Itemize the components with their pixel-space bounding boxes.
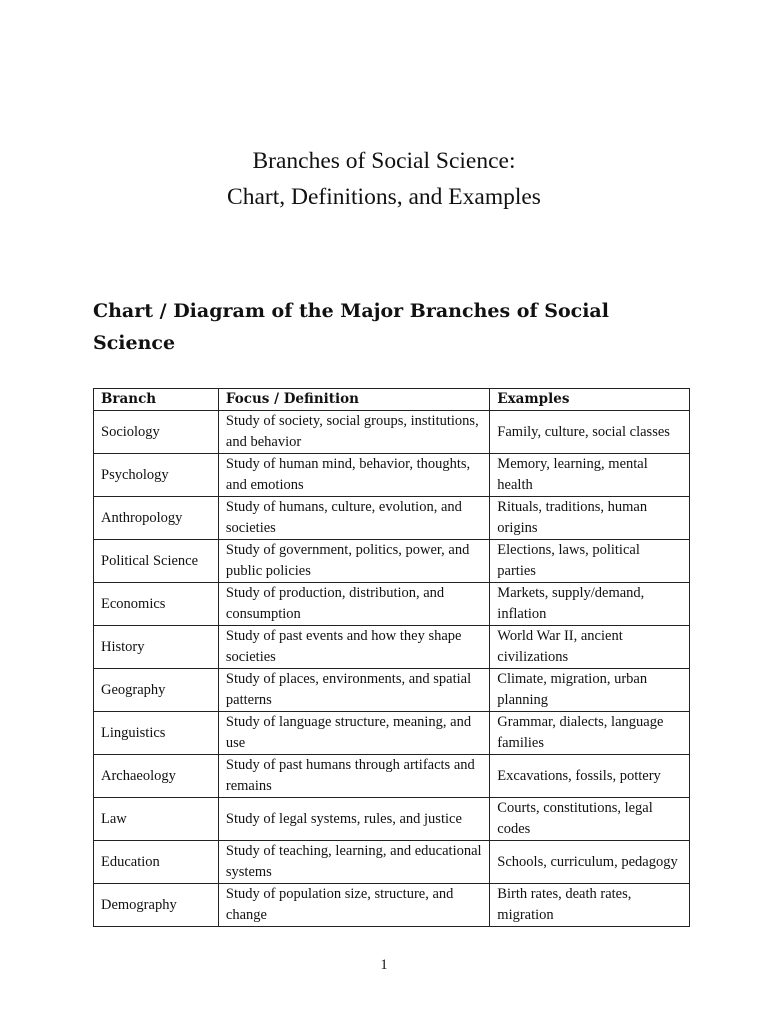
table-row [94, 454, 690, 497]
examples-cell: Schools, curriculum, pedagogy [490, 841, 690, 884]
focus-cell: Study of past humans through artifacts and remains [218, 755, 489, 798]
table-row [94, 497, 690, 540]
branch-cell: Demography [94, 884, 219, 927]
examples-cell: Markets, supply/demand, inflation [490, 583, 690, 626]
focus-cell: Study of legal systems, rules, and justice [218, 798, 489, 841]
examples-cell: Excavations, fossils, pottery [490, 755, 690, 798]
focus-cell: Study of government, politics, power, and public policies [218, 540, 489, 583]
examples-cell: Courts, constitutions, legal codes [490, 798, 690, 841]
section-heading: Chart / Diagram of the Major Branches of Social Science [93, 300, 609, 354]
examples-cell: World War II, ancient civilizations [490, 626, 690, 669]
table-row [94, 411, 690, 454]
examples-cell: Rituals, traditions, human origins [490, 497, 690, 540]
branch-cell: Political Science [94, 540, 219, 583]
header-focus: Focus / Definition [218, 389, 489, 411]
focus-cell: Study of human mind, behavior, thoughts, and emotions [218, 454, 489, 497]
document-title [0, 143, 768, 215]
branch-cell: Geography [94, 669, 219, 712]
table-row [94, 540, 690, 583]
branch-cell: Education [94, 841, 219, 884]
focus-cell: Study of humans, culture, evolution, and societies [218, 497, 489, 540]
table-row [94, 626, 690, 669]
table-row [94, 884, 690, 927]
table-body [94, 411, 690, 927]
table-row [94, 798, 690, 841]
examples-cell: Grammar, dialects, language families [490, 712, 690, 755]
table-row [94, 669, 690, 712]
table-row [94, 712, 690, 755]
focus-cell: Study of places, environments, and spatial patterns [218, 669, 489, 712]
table-row [94, 755, 690, 798]
focus-cell: Study of language structure, meaning, and use [218, 712, 489, 755]
branch-cell: Psychology [94, 454, 219, 497]
focus-cell: Study of production, distribution, and consumption [218, 583, 489, 626]
branch-cell: Linguistics [94, 712, 219, 755]
table-row [94, 841, 690, 884]
table-row [94, 583, 690, 626]
branch-cell: Archaeology [94, 755, 219, 798]
branch-cell: Anthropology [94, 497, 219, 540]
focus-cell: Study of population size, structure, and change [218, 884, 489, 927]
page-number: 1 [380, 957, 388, 973]
examples-cell: Memory, learning, mental health [490, 454, 690, 497]
examples-cell: Climate, migration, urban planning [490, 669, 690, 712]
focus-cell: Study of past events and how they shape societies [218, 626, 489, 669]
focus-cell: Study of teaching, learning, and educational systems [218, 841, 489, 884]
examples-cell: Family, culture, social classes [490, 411, 690, 454]
branch-cell: Economics [94, 583, 219, 626]
title-line-2: Chart, Definitions, and Examples [227, 184, 541, 210]
header-branch: Branch [94, 389, 219, 411]
branch-cell: History [94, 626, 219, 669]
branch-cell: Law [94, 798, 219, 841]
branches-table [93, 388, 690, 927]
focus-cell: Study of society, social groups, institutions, and behavior [218, 411, 489, 454]
examples-cell: Birth rates, death rates, migration [490, 884, 690, 927]
header-examples: Examples [490, 389, 690, 411]
branch-cell: Sociology [94, 411, 219, 454]
title-line-1: Branches of Social Science: [252, 148, 516, 174]
examples-cell: Elections, laws, political parties [490, 540, 690, 583]
table-header-row [94, 389, 690, 411]
